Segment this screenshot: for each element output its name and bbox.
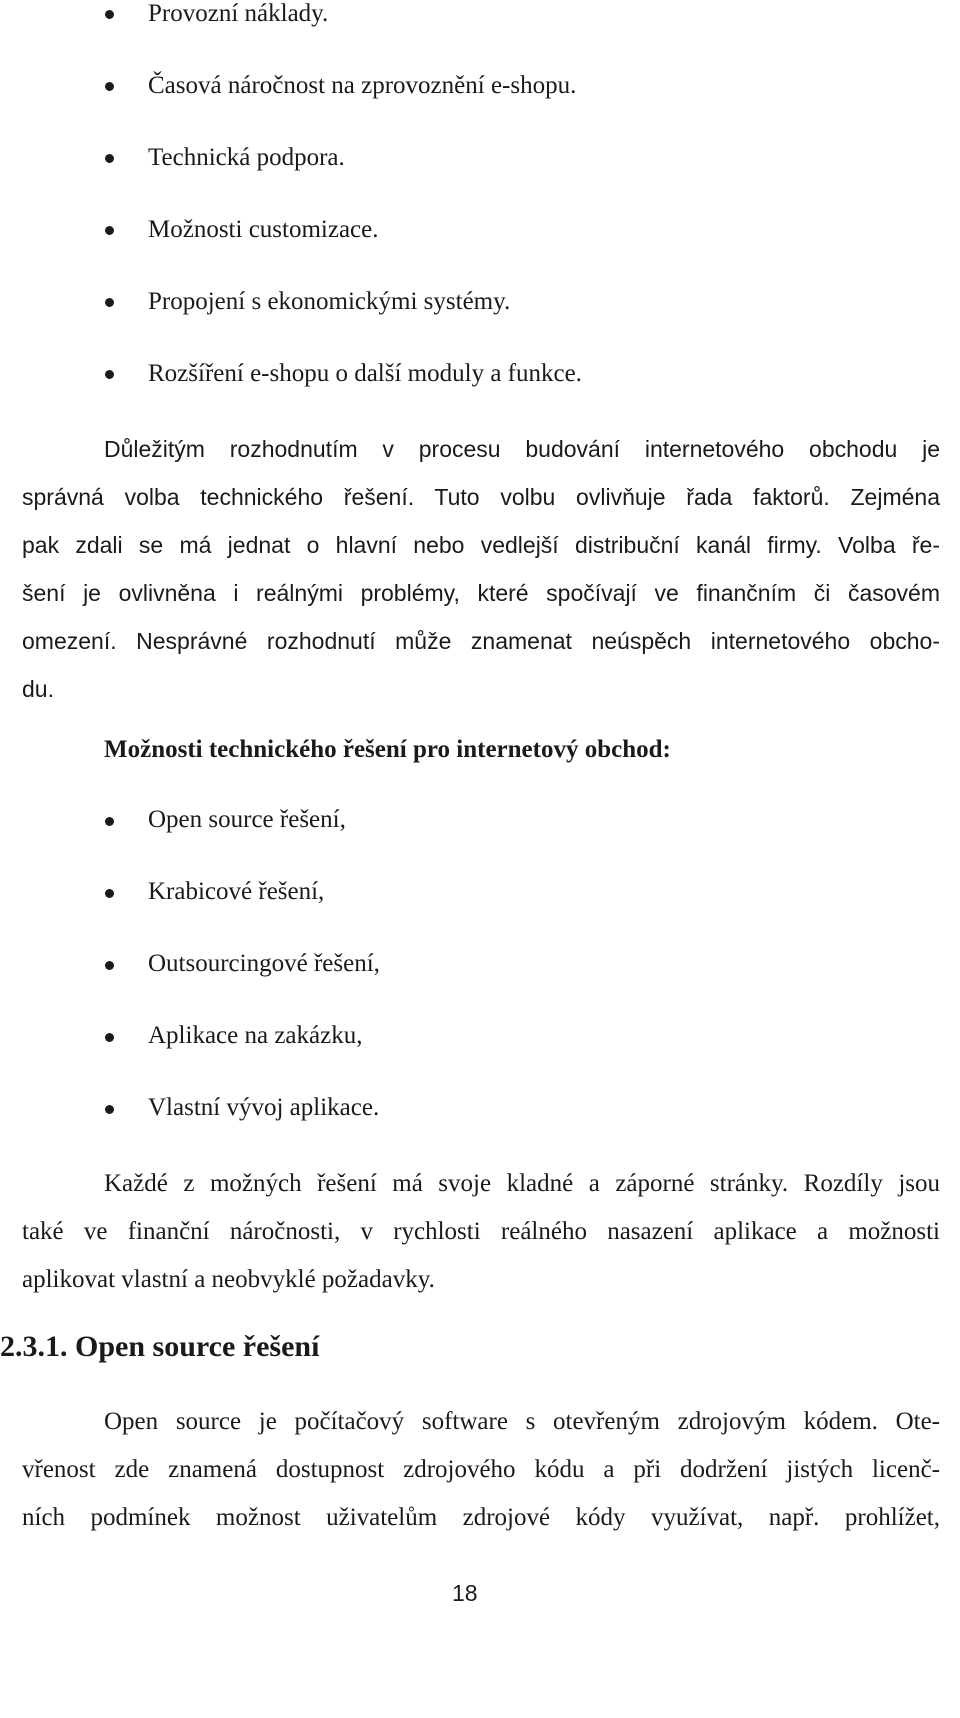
paragraph-line: ních podmínek možnost uživatelům zdrojové kódy využívat, např. prohlížet,: [22, 1504, 940, 1531]
list-item: Krabicové řešení,: [148, 878, 325, 905]
list-item: Vlastní vývoj aplikace.: [148, 1094, 380, 1121]
paragraph-line: vřenost zde znamená dostupnost zdrojového kódu a při dodržení jistých licenč-: [22, 1456, 940, 1483]
list-item: Časová náročnost na zprovoznění e-shopu.: [148, 72, 577, 99]
list-item: Outsourcingové řešení,: [148, 950, 380, 977]
paragraph-line: aplikovat vlastní a neobvyklé požadavky.: [22, 1266, 435, 1293]
paragraph-line: šení je ovlivněna i reálnými problémy, které spočívají ve finančním či časovém: [22, 580, 940, 606]
list-item: Open source řešení,: [148, 806, 346, 833]
bullet-marker: [105, 370, 114, 379]
paragraph-line: pak zdali se má jednat o hlavní nebo vedlejší distribuční kanál firmy. Volba ře-: [22, 532, 940, 558]
paragraph-line: také ve finanční náročnosti, v rychlosti reálného nasazení aplikace a možnosti: [22, 1218, 940, 1245]
list-item: Rozšíření e-shopu o další moduly a funkce.: [148, 360, 582, 387]
paragraph-line: správná volba technického řešení. Tuto volbu ovlivňuje řada faktorů. Zejména: [22, 484, 940, 510]
bullet-marker: [105, 82, 114, 91]
paragraph-line: Důležitým rozhodnutím v procesu budování internetového obchodu je: [104, 436, 940, 462]
bullet-marker: [105, 889, 114, 898]
subheading: Možnosti technického řešení pro internetový obchod:: [104, 736, 671, 763]
list-item: Propojení s ekonomickými systémy.: [148, 288, 511, 315]
bullet-marker: [105, 226, 114, 235]
bullet-marker: [105, 10, 114, 19]
bullet-marker: [105, 817, 114, 826]
list-item: Technická podpora.: [148, 144, 345, 171]
list-item: Provozní náklady.: [148, 0, 329, 27]
list-item: Aplikace na zakázku,: [148, 1022, 363, 1049]
list-item: Možnosti customizace.: [148, 216, 379, 243]
paragraph-line: omezení. Nesprávné rozhodnutí může znamenat neúspěch internetového obcho-: [22, 628, 940, 654]
bullet-marker: [105, 1033, 114, 1042]
paragraph-line: du.: [22, 676, 54, 702]
paragraph-line: Open source je počítačový software s otevřeným zdrojovým kódem. Ote-: [104, 1408, 940, 1435]
paragraph-line: Každé z možných řešení má svoje kladné a záporné stránky. Rozdíly jsou: [104, 1170, 940, 1197]
section-heading: 2.3.1. Open source řešení: [0, 1330, 320, 1363]
page-number: 18: [452, 1580, 478, 1606]
bullet-marker: [105, 961, 114, 970]
bullet-marker: [105, 298, 114, 307]
bullet-marker: [105, 1105, 114, 1114]
bullet-marker: [105, 154, 114, 163]
